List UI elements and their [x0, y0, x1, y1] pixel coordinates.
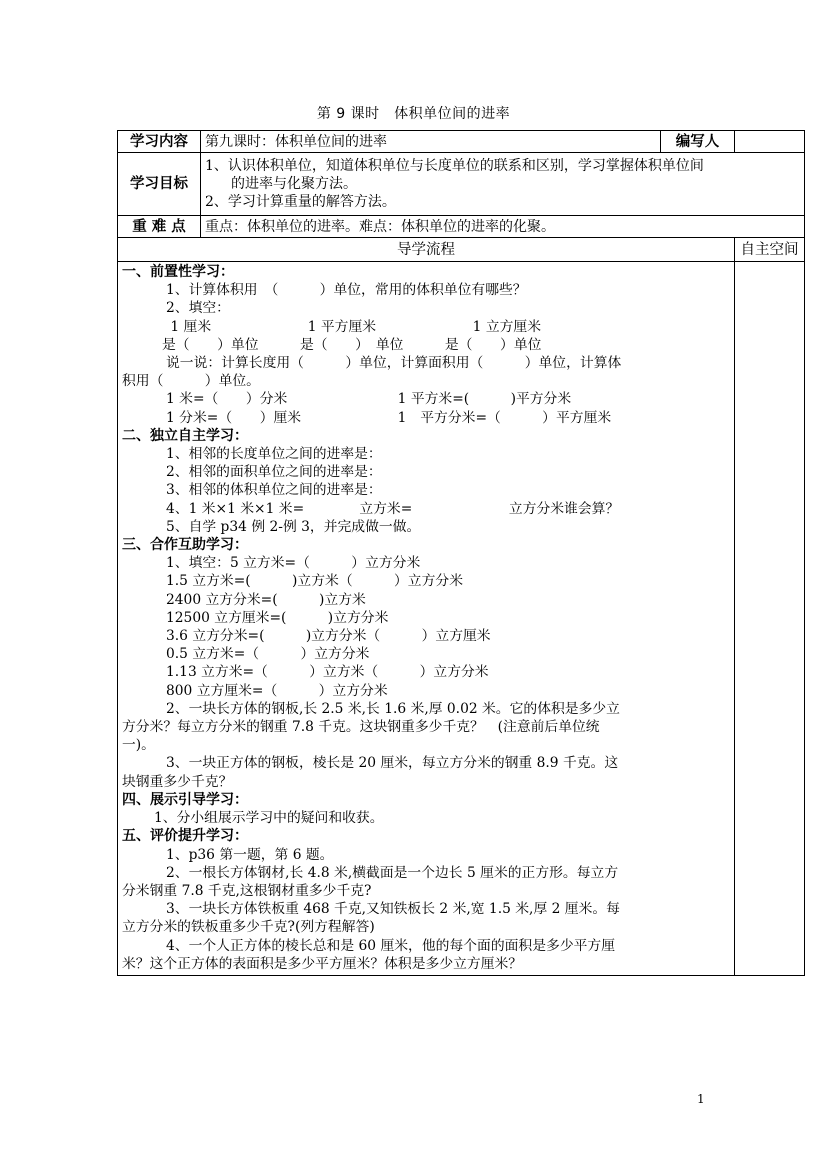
text-line: 1、分小组展示学习中的疑问和收获。	[154, 810, 384, 827]
text-line: 3、一块长方体铁板重 468 千克,又知铁板长 2 米,宽 1.5 米,厚 2 厘米。每	[166, 901, 620, 918]
section-heading: 一、前置性学习：	[122, 264, 234, 280]
row-content	[118, 131, 805, 153]
text-line: 1 厘米 1 平方厘米 1 立方厘米	[166, 318, 542, 335]
text-line: 分米钢重 7.8 千克,这根钢材重多少千克?	[122, 882, 372, 899]
text-line: 1、计算体积用 （ ）单位，常用的体积单位有哪些？	[166, 282, 527, 299]
text-line: 2400 立方分米=( )立方米	[166, 591, 366, 608]
text-line: 积用（ ）单位。	[122, 373, 260, 390]
text-line: 0.5 立方米=（ ）立方分米	[166, 646, 370, 663]
text-line: 1 米=（ ）分米 1 平方米=( )平方分米	[166, 391, 572, 408]
text-line: 2、填空：	[166, 300, 230, 317]
text-line: 1、相邻的长度单位之间的进率是：	[166, 446, 382, 463]
text-line: 立方分米的铁板重多少千克?(列方程解答)	[122, 919, 375, 936]
document-title: 第 9 课时 体积单位间的进率	[316, 106, 511, 122]
text-line: 2、一块长方体的钢板,长 2.5 米,长 1.6 米,厚 0.02 米。它的体积是多少立	[166, 700, 620, 717]
row-goals	[118, 153, 805, 216]
key-label: 重 难 点	[118, 216, 201, 238]
text-line: 1、p36 第一题，第 6 题。	[166, 846, 334, 863]
row-key-points	[118, 216, 805, 238]
space-label: 自主空间	[735, 238, 805, 262]
section-heading: 四、展示引导学习：	[122, 791, 248, 808]
content-label: 学习内容	[118, 131, 201, 153]
text-line: 1、填空：5 立方米=（ ）立方分米	[166, 555, 421, 572]
author-value	[735, 131, 805, 153]
row-flow-header	[118, 238, 805, 262]
key-value: 重点：体积单位的进率。难点：体积单位的进率的化聚。	[201, 216, 805, 238]
text-line: 方分米？每立方分米的钢重 7.8 千克。这块钢重多少千克？ (注意前后单位统	[122, 719, 600, 736]
goal-1b: 的进率与化聚方法。	[231, 176, 357, 192]
text-line: 4、一个人正方体的棱长总和是 60 厘米，他的每个面的面积是多少平方厘	[166, 937, 616, 954]
author-label: 编写人	[661, 131, 735, 153]
text-line: 12500 立方厘米=( )立方分米	[166, 609, 389, 626]
section-heading: 二、独立自主学习：	[122, 427, 248, 444]
goal-1a: 1、认识体积单位，知道体积单位与长度单位的联系和区别，学习掌握体积单位间	[205, 158, 704, 174]
page-number: 1	[697, 1092, 705, 1106]
text-line: 1.13 立方米=（ ）立方米（ ）立方分米	[166, 664, 489, 681]
row-flow-content	[118, 262, 805, 976]
self-space-cell	[735, 262, 805, 976]
text-line: 2、相邻的面积单位之间的进率是：	[166, 464, 382, 481]
flow-label: 导学流程	[118, 238, 735, 262]
text-line: 米？这个正方体的表面积是多少平方厘米？体积是多少立方厘米？	[122, 955, 523, 972]
lesson-table	[117, 130, 805, 976]
section-heading: 五、评价提升学习：	[122, 828, 248, 845]
goal-label: 学习目标	[118, 153, 201, 216]
text-line: 1.5 立方米=( )立方米（ ）立方分米	[166, 573, 463, 590]
text-line: 4、1 米×1 米×1 米= 立方米= 立方分米谁会算？	[166, 500, 620, 517]
text-line: 2、一根长方体钢材,长 4.8 米,横截面是一个边长 5 厘米的正方形。每立方	[166, 864, 619, 881]
text-line: 一)。	[122, 737, 155, 754]
goal-text	[201, 153, 805, 216]
text-line: 1 分米=（ ）厘米 1 平方分米=（ ）平方厘米	[166, 409, 612, 426]
text-line: 3.6 立方分米=( )立方分米（ ）立方厘米	[166, 628, 491, 645]
flow-content	[118, 262, 735, 976]
text-line: 3、相邻的体积单位之间的进率是：	[166, 482, 382, 499]
text-line: 是（ ）单位 是（ ） 单位 是（ ）单位	[162, 336, 542, 353]
text-line: 说一说：计算长度用（ ）单位，计算面积用（ ）单位，计算体	[166, 355, 622, 372]
goal-2: 2、学习计算重量的解答方法。	[205, 194, 396, 210]
text-line: 800 立方厘米=（ ）立方分米	[166, 682, 388, 699]
section-heading: 三、合作互助学习：	[122, 537, 248, 554]
content-value: 第九课时：体积单位间的进率	[201, 131, 661, 153]
text-line: 5、自学 p34 例 2-例 3，并完成做一做。	[166, 518, 421, 535]
text-line: 块钢重多少千克？	[122, 773, 233, 790]
text-line: 3、一块正方体的钢板，棱长是 20 厘米，每立方分米的钢重 8.9 千克。这	[166, 755, 619, 772]
